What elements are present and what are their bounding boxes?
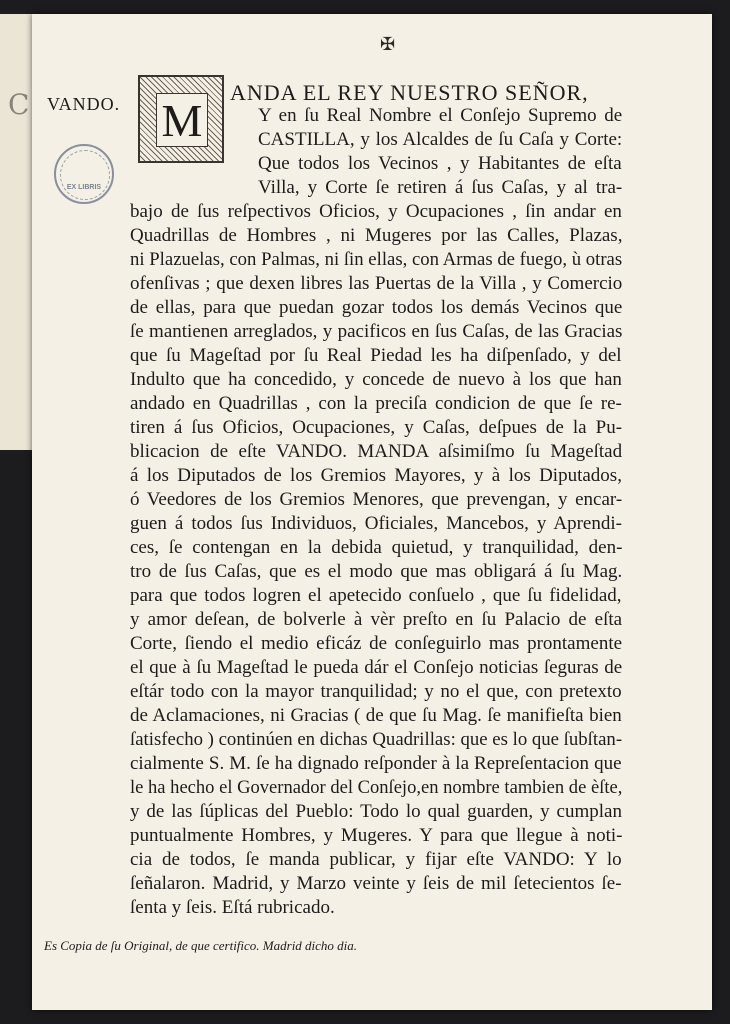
text-line: Indulto que ha concedido, y concede de nuevo à los que han <box>130 369 622 390</box>
certification-footer: Es Copia de ſu Original, de que certifico. Madrid dicho dia. <box>44 938 358 953</box>
text-line: tiren á ſus Oficios, Ocupaciones, y Caſas, deſpues de la Pu- <box>130 417 623 438</box>
decorated-initial <box>138 75 224 163</box>
text-line: ó Veedores de los Gremios Menores, que prevengan, y encar- <box>130 489 623 510</box>
text-line: cialmente S. M. ſe ha dignado reſponder à la Repreſentacion que <box>130 753 622 774</box>
text-line: de ellas, para que puedan gozar todos los demás Vecinos que <box>130 297 623 318</box>
library-stamp <box>54 144 114 204</box>
vando-label: VANDO. <box>47 94 121 114</box>
text-line: ſenta y ſeis. Eſtá rubricado. <box>130 897 335 918</box>
adjacent-page-edge <box>0 14 33 450</box>
text-line: ni Plazuelas, con Palmas, ni ſin ellas, con Armas de fuego, ù otras <box>130 249 623 270</box>
text-line: Y en ſu Real Nombre el Conſejo Supremo de <box>258 105 623 126</box>
text-line: bajo de ſus reſpectivos Oficios, y Ocupaciones , ſin andar en <box>130 201 622 222</box>
text-line: ces, ſe contengan en la debida quietud, y tranquilidad, den- <box>130 537 623 558</box>
initial-letter: M <box>156 93 208 147</box>
text-line: ſe mantienen arreglados, y pacificos en ſus Caſas, de las Gracias <box>130 321 623 342</box>
stamp-text: EX LIBRIS <box>66 184 102 191</box>
text-line: Villa, y Corte ſe retiren á ſus Caſas, y al tra- <box>258 177 623 198</box>
text-line: Quadrillas de Hombres , ni Mugeres por las Calles, Plazas, <box>130 225 623 246</box>
text-line: á los Diputados de los Gremios Mayores, y à los Diputados, <box>130 465 622 486</box>
text-line: eſtár todo con la mayor tranquilidad; y no el que, con pretexto <box>130 681 622 702</box>
text-line: puntualmente Hombres, y Mugeres. Y para que llegue à noti- <box>130 825 623 846</box>
text-line: para que todos logren el apetecido conſuelo , que ſu fidelidad, <box>130 585 622 606</box>
text-line: Que todos los Vecinos , y Habitantes de eſta <box>258 153 622 174</box>
text-line: guen á todos ſus Individuos, Oficiales, Mancebos, y Aprendi- <box>130 513 622 534</box>
text-line: CASTILLA, y los Alcaldes de ſu Caſa y Corte: <box>258 129 623 150</box>
text-line: de Aclamaciones, ni Gracias ( de que ſu Mag. ſe manifieſta bien <box>130 705 622 726</box>
stamp-ring <box>60 150 110 200</box>
text-line: blicacion de eſte VANDO. MANDA aſsimiſmo ſu Mageſtad <box>130 441 623 462</box>
text-line: andado en Quadrillas , con la preciſa condicion de que ſe re- <box>130 393 622 414</box>
text-line: Corte, ſiendo el medio eficáz de conſeguirlo mas prontamente <box>130 633 623 654</box>
text-line: el que à ſu Mageſtad le pueda dár el Conſejo noticias ſeguras de <box>130 657 623 678</box>
cross-icon: ✠ <box>380 34 396 55</box>
page-title: ANDA EL REY NUESTRO SEÑOR, <box>230 80 589 105</box>
text-line: cia de todos, ſe manda publicar, y fijar eſte VANDO: Y lo <box>130 849 622 870</box>
text-line: tro de ſus Caſas, que es el modo que mas obligará á ſu Mag. <box>130 561 623 582</box>
adjacent-page-fragment: C <box>8 88 30 121</box>
text-line: y de las ſúplicas del Pueblo: Todo lo qual guarden, y cumplan <box>130 801 622 822</box>
text-line: ofenſivas ; que dexen libres las Puertas de la Villa , y Comercio <box>130 273 623 294</box>
text-line: le ha hecho el Governador del Conſejo,en nombre tambien de èſte, <box>130 777 623 798</box>
document-page <box>32 14 712 1010</box>
text-line: ſatisfecho ) continúen en dichas Quadrillas: que es lo que ſubſtan- <box>130 729 623 750</box>
text-line: y amor deſean, de bolverle à vèr preſto en ſu Palacio de eſta <box>130 609 623 630</box>
text-line: ſeñalaron. Madrid, y Marzo veinte y ſeis de mil ſetecientos ſe- <box>130 873 622 894</box>
text-line: que ſu Mageſtad por ſu Real Piedad les ha diſpenſado, y del <box>130 345 622 366</box>
